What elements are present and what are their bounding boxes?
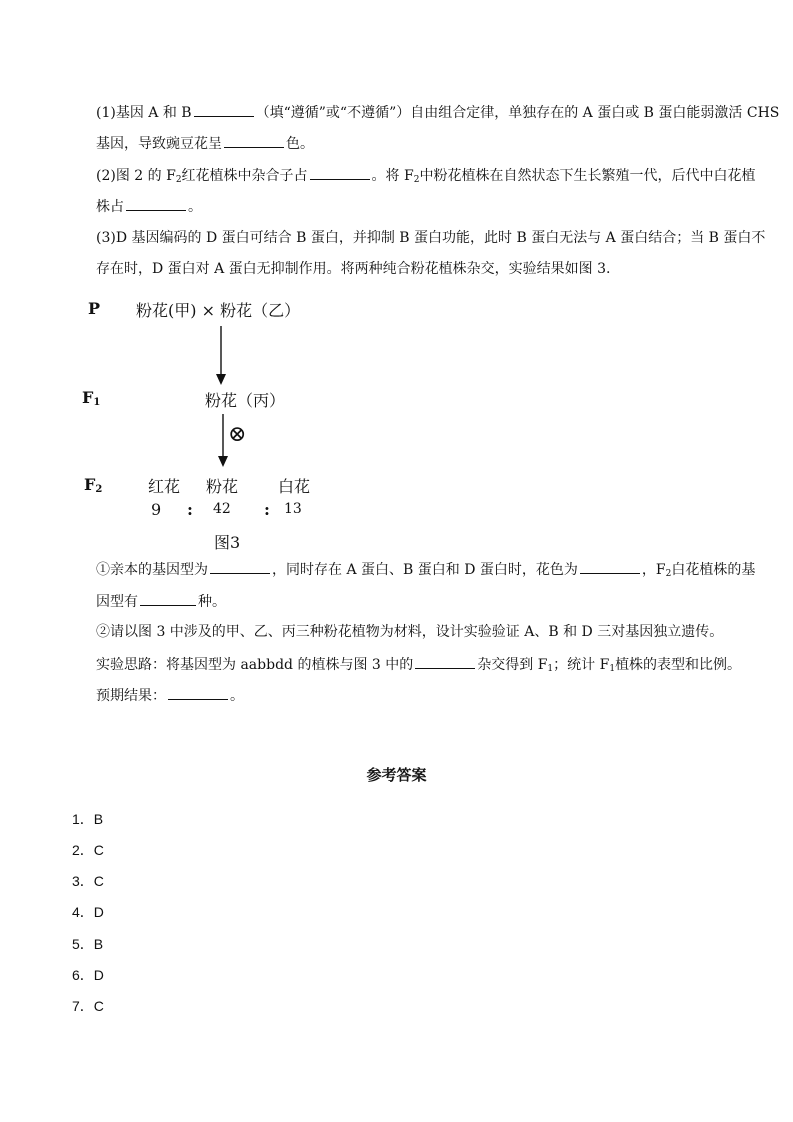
sub2-line3 [96, 685, 244, 706]
sub1-text-b: ，同时存在 A 蛋白、B 蛋白和 D 蛋白时，花色为 [272, 562, 578, 578]
q3-line1 [96, 228, 765, 248]
sub1-blank-1 [210, 559, 270, 574]
sub2-text-e: 植株的表型和比例。 [615, 657, 742, 673]
sub1-text-d: 白花植株的基 [671, 562, 756, 578]
answer-item: 5．B [72, 936, 104, 952]
f1-plant-label: 粉花（丙） [205, 391, 286, 410]
sub1-text-e: 因型有 [96, 594, 138, 610]
ratio-colon-2: : [264, 500, 270, 519]
q2-text-c: 。将 F [371, 168, 414, 184]
sub2-line1 [96, 622, 723, 642]
answer-item: 7．C [72, 998, 104, 1014]
q2-text-d: 中粉花植株在自然状态下生长繁殖一代，后代中白花植 [419, 168, 756, 184]
sub2-text-b: 实验思路：将基因型为 aabbdd 的植株与图 3 中的 [96, 657, 414, 673]
sub1-text-a: ①亲本的基因型为 [96, 562, 208, 578]
q2-sub-1: 2 [175, 175, 182, 185]
sub1-blank-2 [580, 559, 640, 574]
gen-label-p: P [88, 299, 101, 318]
q1-line1 [96, 102, 779, 123]
figure-caption: 图3 [214, 533, 241, 552]
q1-line2 [96, 133, 314, 154]
q2-blank-2 [126, 196, 186, 211]
q2-sub-2: 2 [413, 175, 420, 185]
ratio-colon-1: : [187, 500, 193, 519]
sub1-blank-3 [140, 591, 196, 606]
gen-label-f2: $F_2$ [84, 475, 103, 495]
sub2-text-g: 。 [230, 688, 244, 704]
gen-label-f1: $F_1$ [82, 388, 101, 408]
sub2-text-f: 预期结果： [96, 688, 166, 704]
f2-red-count: 9 [151, 500, 162, 519]
parents-label: 粉花(甲) × 粉花（乙） [136, 301, 301, 320]
q1-blank-1 [194, 102, 254, 117]
sub1-text-f: 种。 [198, 594, 226, 610]
q2-line2 [96, 196, 202, 217]
sub1-line1 [96, 559, 755, 584]
sub1-text-c: ，F [641, 562, 666, 578]
sub2-sub-b: 1 [609, 664, 616, 674]
q1-text-c: 基因，导致豌豆花呈 [96, 136, 222, 152]
selfing-symbol: ⊗ [228, 422, 247, 447]
sub2-sub-a: 1 [547, 664, 554, 674]
sub2-text-d: ；统计 F [553, 657, 610, 673]
answer-item: 2．C [72, 842, 104, 858]
q2-text-e: 株占 [96, 199, 124, 215]
answers-title: 参考答案 [366, 766, 427, 784]
q1-text-d: 色。 [286, 136, 314, 152]
f2-red-label: 红花 [148, 477, 181, 496]
sub1-sub: 2 [665, 569, 672, 579]
answer-item: 4．D [72, 904, 104, 920]
sub1-line2 [96, 591, 226, 612]
f2-pink-label: 粉花 [206, 477, 239, 496]
answer-item: 3．C [72, 873, 104, 889]
q3-text-a: (3)D 基因编码的 D 蛋白可结合 B 蛋白，并抑制 B 蛋白功能，此时 B 蛋白无法与 A 蛋白结合；当 B 蛋白不 [96, 230, 766, 246]
sub2-text-c: 杂交得到 F [477, 657, 548, 673]
q2-text-f: 。 [188, 199, 202, 215]
q2-blank-1 [310, 165, 370, 180]
sub2-line2 [96, 654, 741, 679]
f2-pink-count: 42 [213, 501, 231, 517]
sub2-text-a: ②请以图 3 中涉及的甲、乙、丙三种粉花植物为材料，设计实验验证 A、B 和 D 三对基因独立遗传。 [96, 624, 724, 640]
q3-line2 [96, 259, 611, 279]
q2-text-b: 红花植株中杂合子占 [181, 168, 308, 184]
sub2-blank-1 [415, 654, 475, 669]
q2-line1 [96, 165, 755, 190]
f2-white-count: 13 [284, 501, 302, 517]
answer-item: 1．B [72, 811, 104, 827]
q3-text-b: 存在时，D 蛋白对 A 蛋白无抑制作用。将两种纯合粉花植株杂交，实验结果如图 3. [96, 261, 611, 277]
q1-text-b: （填“遵循”或“不遵循”）自由组合定律，单独存在的 A 蛋白或 B 蛋白能弱激活 CHS [255, 105, 780, 121]
cross-arrow-1 [214, 326, 228, 386]
q1-text-a: (1)基因 A 和 B [96, 105, 192, 121]
sub2-blank-2 [168, 685, 228, 700]
q2-text-a: (2)图 2 的 F [96, 168, 176, 184]
answer-item: 6．D [72, 967, 104, 983]
f2-white-label: 白花 [278, 477, 311, 496]
q1-blank-2 [224, 133, 284, 148]
